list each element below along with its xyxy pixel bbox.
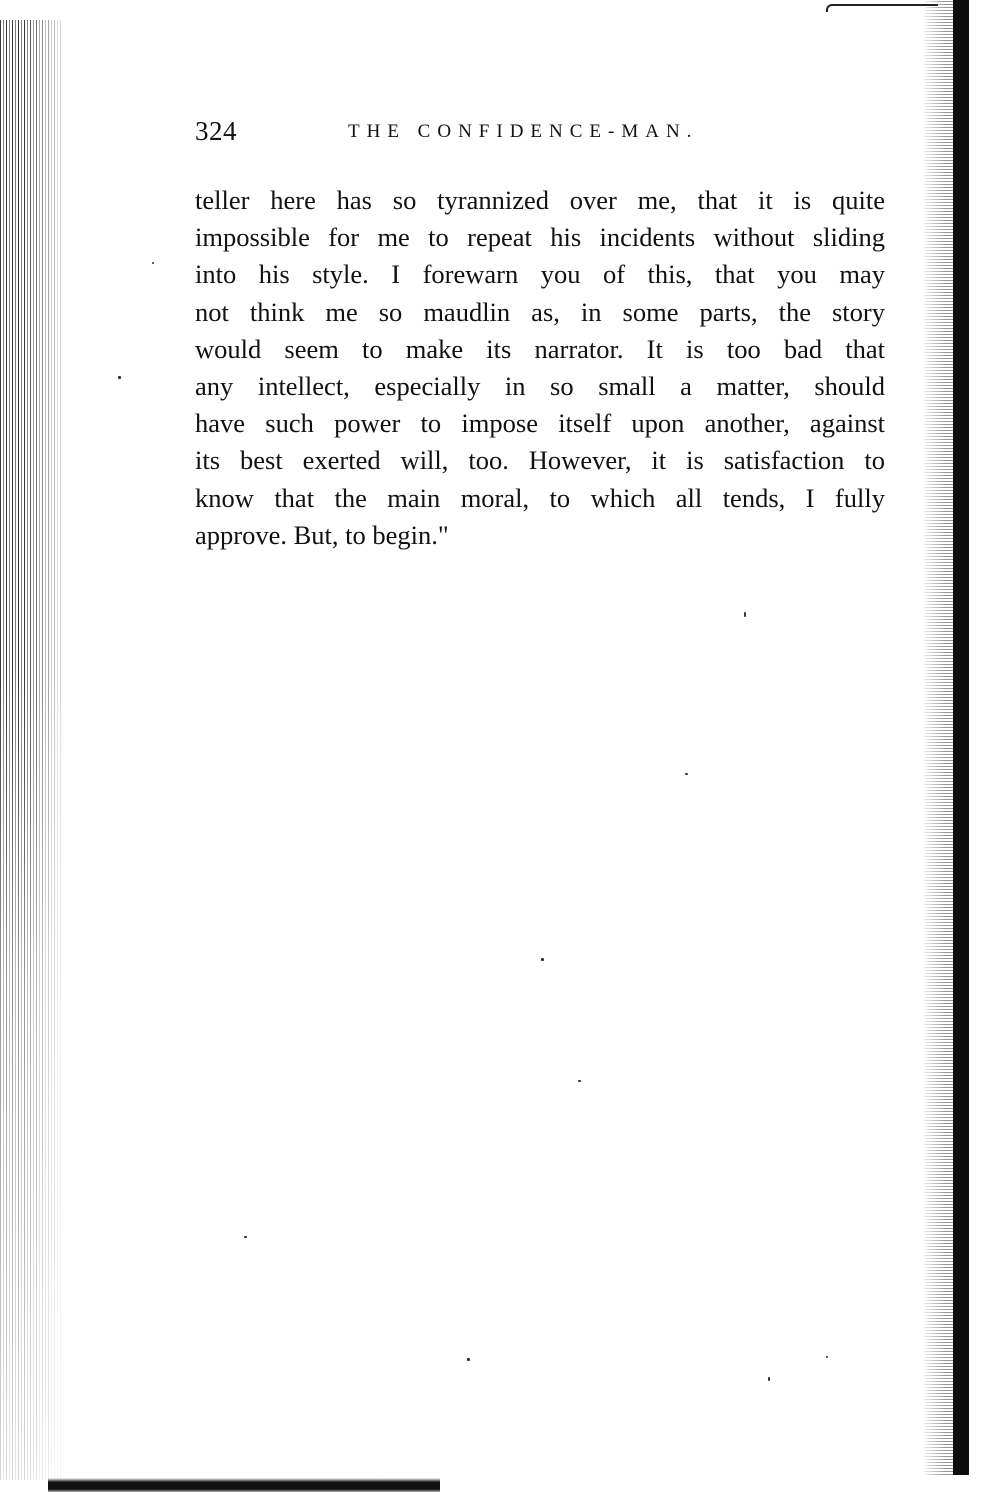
page-number: 324: [195, 116, 237, 146]
text-line: its best exerted will, too. However, it is satisfaction to: [195, 445, 885, 476]
scan-speck: [685, 773, 688, 775]
text-line: any intellect, especially in so small a matter, should: [195, 370, 885, 401]
scan-speck: [541, 958, 544, 961]
running-title: THE CONFIDENCE-MAN.: [348, 121, 699, 142]
text-line: have such power to impose itself upon another, against: [195, 408, 885, 439]
scan-speck: [118, 376, 121, 379]
text-line: not think me so maudlin as, in some parts, the story: [195, 296, 885, 327]
binding-gutter-fade: [0, 20, 62, 1480]
text-line: approve. But, to begin.": [195, 519, 449, 550]
text-line: impossible for me to repeat his incidents without sliding: [195, 222, 885, 253]
scan-speck: [578, 1080, 581, 1082]
scan-speck: [244, 1236, 247, 1238]
text-line: into his style. I forewarn you of this, that you may: [195, 259, 885, 290]
bottom-edge-shadow: [48, 1478, 440, 1492]
page-edge-fringe: [925, 0, 955, 1475]
text-line: would seem to make its narrator. It is too bad that: [195, 333, 885, 364]
scan-speck: [744, 612, 746, 617]
right-page-edge: [925, 0, 1000, 1475]
scan-speck: [826, 1356, 828, 1358]
running-header: [195, 116, 885, 156]
text-line: know that the main moral, to which all tends, I fully: [195, 482, 885, 513]
scan-speck: [467, 1358, 470, 1361]
page-edge-shadow-bar: [953, 0, 969, 1475]
scan-speck: [768, 1377, 770, 1381]
scan-speck: [152, 262, 154, 264]
page-edge-margin: [969, 0, 1000, 1475]
text-line: teller here has so tyrannized over me, that it is quite: [195, 185, 885, 215]
page-corner-mark: [826, 4, 938, 12]
body-text: [195, 182, 885, 554]
